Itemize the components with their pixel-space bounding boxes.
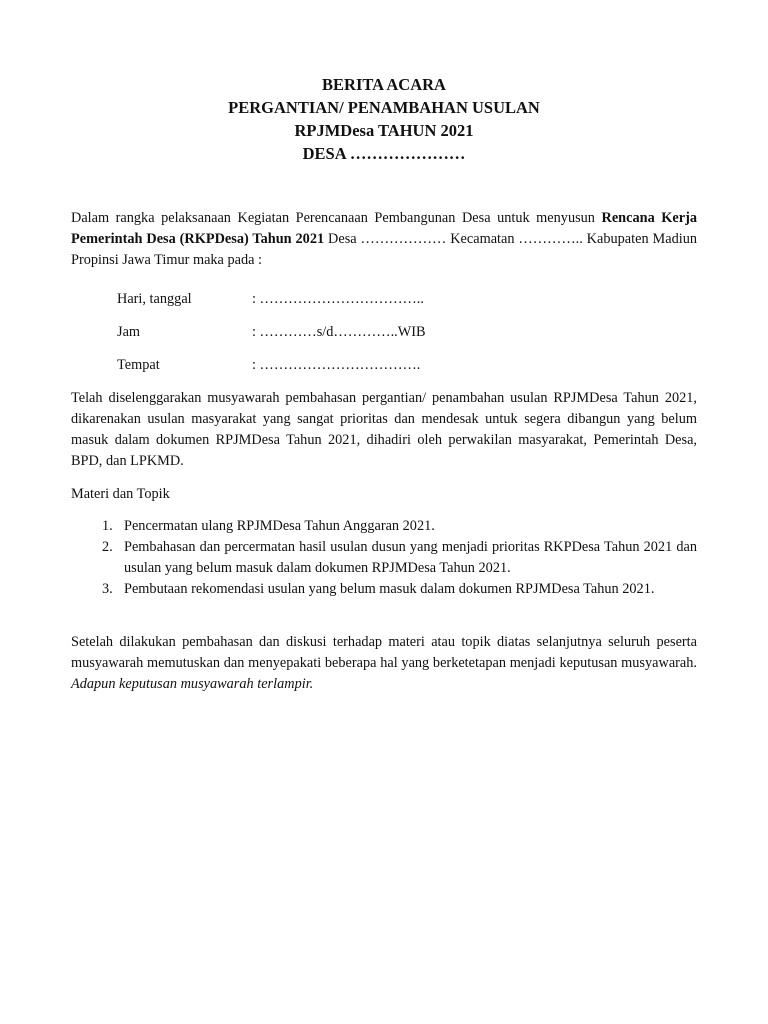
field-label: Hari, tanggal — [117, 291, 192, 307]
intro-text-1: Dalam rangka pelaksanaan Kegiatan Perencanaan Pembangunan Desa untuk menyusun — [71, 210, 602, 226]
field-hari-tanggal — [117, 289, 677, 310]
field-jam — [117, 322, 677, 343]
field-label: Tempat — [117, 357, 160, 373]
title-line-1: BERITA ACARA — [322, 75, 446, 94]
field-value: : …………………………….. — [252, 291, 424, 307]
closing-text: Setelah dilakukan pembahasan dan diskusi terhadap materi atau topik diatas selanjutnya seluruh peserta musyawarah memutuskan dan menyepakati beberapa hal yang berketetapan menjadi keputusan musyawarah. — [71, 634, 697, 671]
closing-paragraph — [71, 632, 697, 695]
list-number: 1. — [102, 518, 113, 534]
intro-text-2: Desa ……………… Kecamatan ………….. Kabupaten Madiun Propinsi Jawa Timur maka pada : — [71, 231, 697, 268]
list-text: Pembahasan dan percermatan hasil usulan dusun yang menjadi prioritas RKPDesa Tahun 2021 dan usulan yang belum masuk dalam dokumen RPJMDesa Tahun 2021. — [124, 539, 697, 576]
field-label: Jam — [117, 324, 141, 340]
materi-heading: Materi dan Topik — [71, 486, 170, 502]
list-item — [71, 537, 697, 579]
field-value: : …………s/d…………..WIB — [252, 324, 426, 340]
body-paragraph: Telah diselenggarakan musyawarah pembahasan pergantian/ penambahan usulan RPJMDesa Tahun 2021, dikarenakan usulan masyarakat yang sangat prioritas dan mendesak untuk segera dibangun yang belum masuk dalam dokumen RPJMDesa Tahun 2021, dihadiri oleh perwakilan masyarakat, Pemerintah Desa, BPD, dan LPKMD. — [71, 390, 697, 469]
document-title-block — [0, 73, 768, 165]
list-number: 2. — [102, 539, 113, 555]
list-number: 3. — [102, 581, 113, 597]
field-tempat — [117, 355, 677, 376]
list-text: Pencermatan ulang RPJMDesa Tahun Anggaran 2021. — [124, 518, 435, 534]
title-line-3: RPJMDesa TAHUN 2021 — [294, 121, 474, 140]
intro-paragraph — [71, 208, 697, 271]
field-value: : ……………………………. — [252, 357, 421, 373]
list-text: Pembutaan rekomendasi usulan yang belum masuk dalam dokumen RPJMDesa Tahun 2021. — [124, 581, 655, 597]
list-item — [71, 579, 697, 600]
materi-list — [71, 516, 697, 600]
title-line-2: PERGANTIAN/ PENAMBAHAN USULAN — [228, 98, 540, 117]
title-line-4: DESA ………………… — [302, 144, 466, 163]
closing-italic-text: Adapun keputusan musyawarah terlampir. — [71, 676, 314, 692]
intro-bold-text: Rencana Kerja Pemerintah Desa (RKPDesa) Tahun 2021 — [71, 210, 697, 247]
list-item — [71, 516, 697, 537]
